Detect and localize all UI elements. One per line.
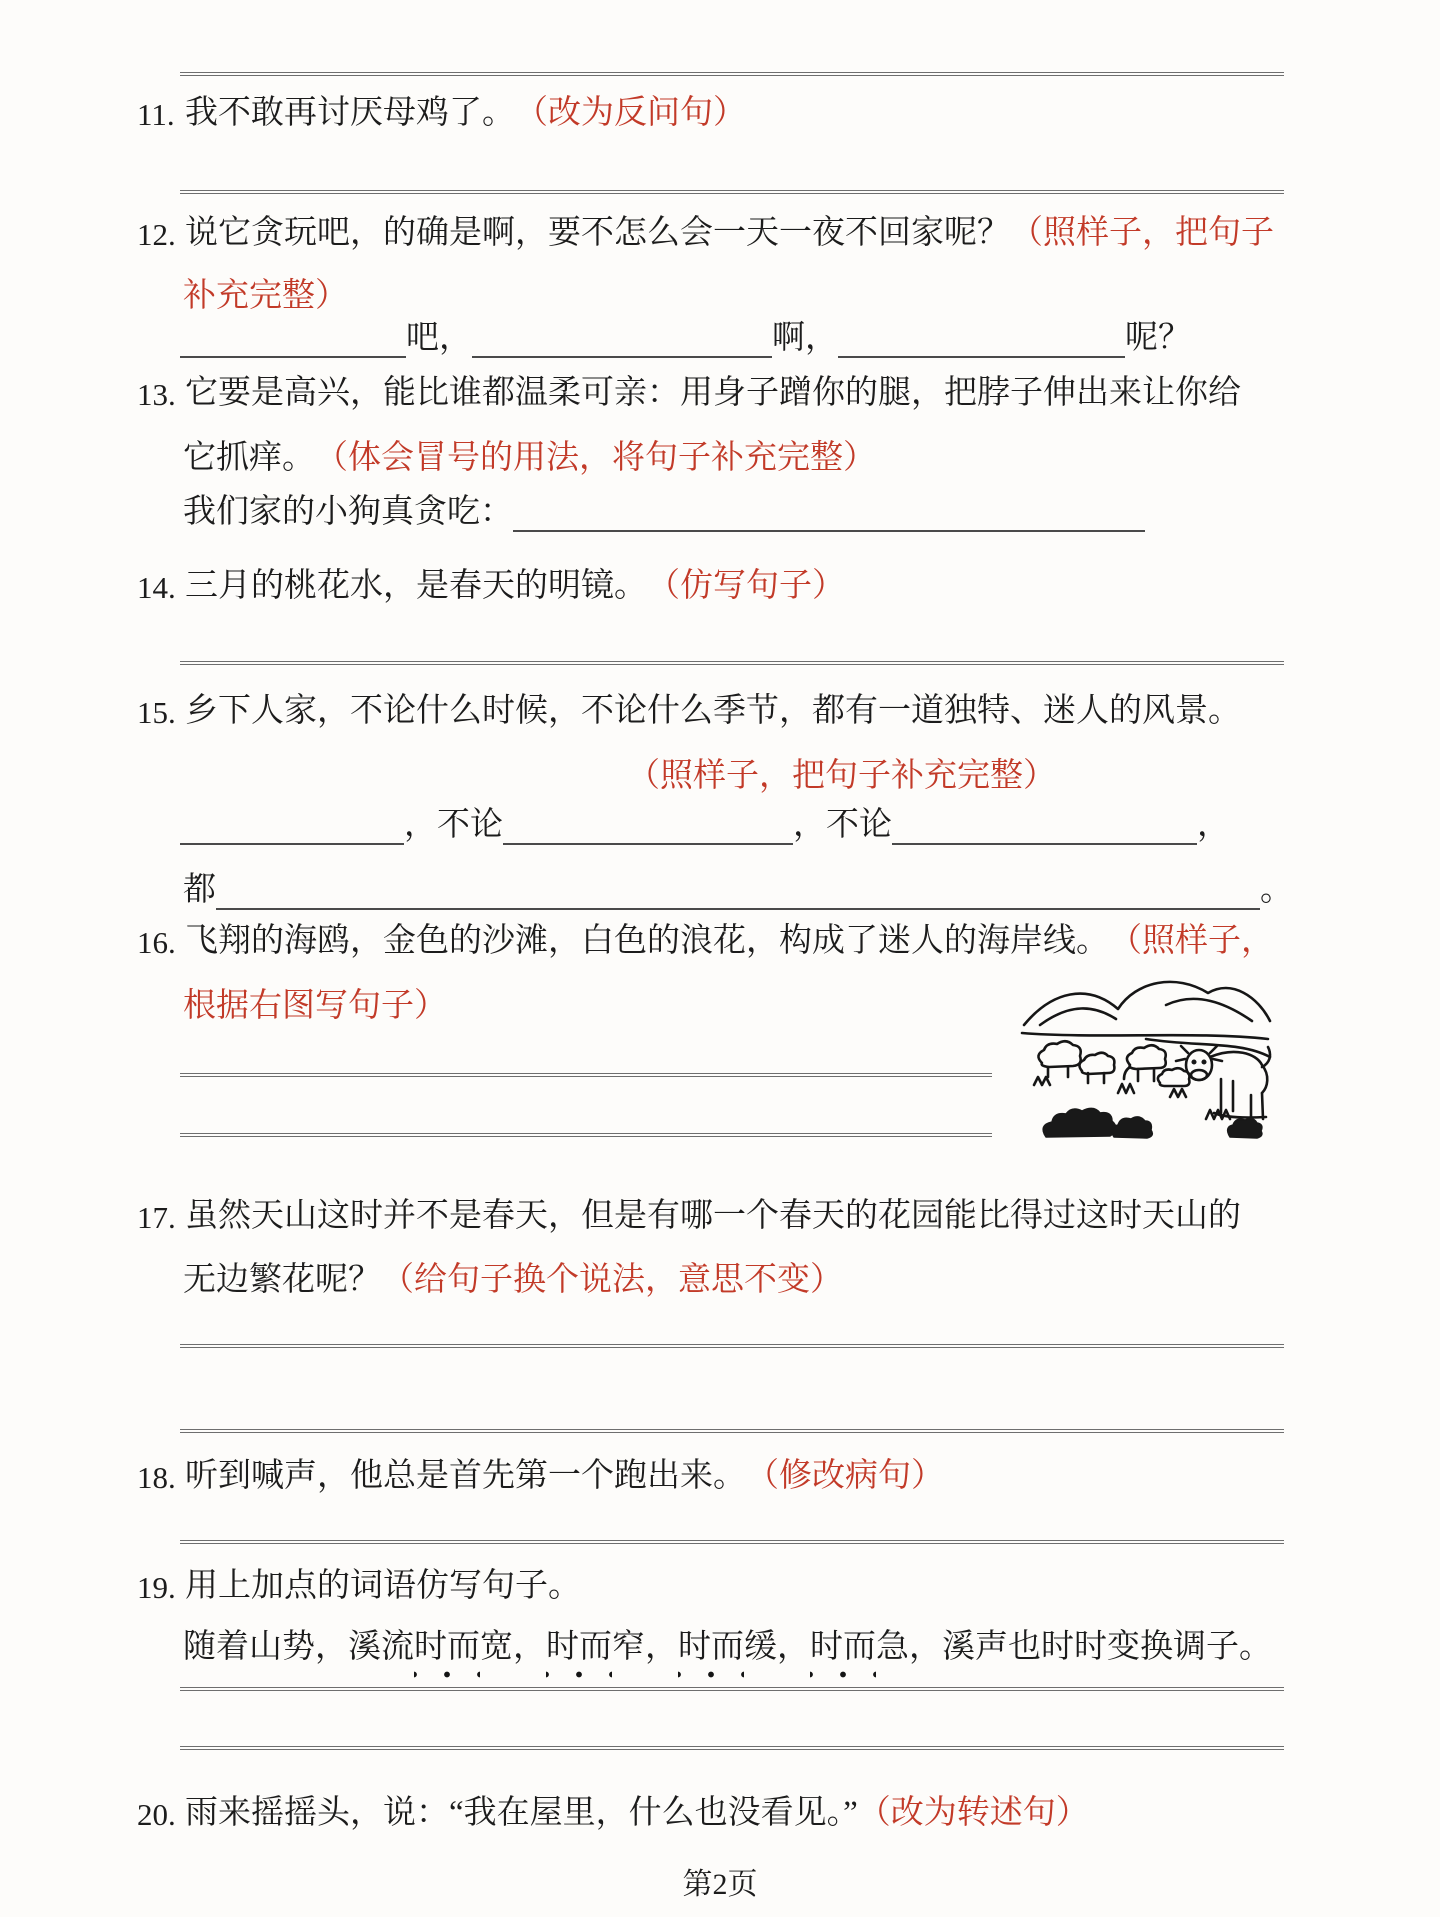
answer-line — [180, 661, 1284, 665]
question-number: 13. — [137, 377, 176, 412]
instruction-text: （给句子换个说法，意思不变） — [381, 1262, 843, 1298]
question-19 — [137, 1559, 581, 1606]
question-text: 它抓痒。 — [183, 440, 315, 476]
question-13 — [137, 366, 1241, 413]
question-text: 雨来摇摇头，说：“我在屋里，什么也没看见。” — [185, 1795, 858, 1831]
answer-line — [180, 72, 1284, 76]
question-text: 说它贪玩吧，的确是啊，要不怎么会一天一夜不回家呢？ — [185, 215, 1010, 251]
instruction-text: （体会冒号的用法，将句子补充完整） — [315, 440, 876, 476]
question-16 — [137, 914, 1274, 961]
instruction-text: 根据右图写句子） — [183, 988, 447, 1024]
pasture-illustration — [1018, 963, 1276, 1145]
example-text: 宽， — [480, 1629, 546, 1665]
fill-word: 都 — [183, 872, 216, 908]
question-15-instruction — [627, 749, 1056, 796]
example-text: 缓， — [744, 1629, 810, 1665]
question-number: 14. — [137, 570, 176, 605]
question-15-fill-line2 — [183, 868, 1293, 910]
question-19-example — [183, 1620, 1272, 1679]
fill-prompt: 我们家的小狗真贪吃： — [183, 494, 513, 530]
instruction-text: （照样子， — [1109, 923, 1274, 959]
answer-line — [180, 1540, 1284, 1544]
fill-word: 啊， — [772, 320, 838, 356]
question-number: 17. — [137, 1200, 176, 1235]
question-text: 我不敢再讨厌母鸡了。 — [185, 95, 515, 131]
question-number: 18. — [137, 1460, 176, 1495]
fill-blank — [838, 346, 1125, 358]
question-12 — [137, 206, 1274, 253]
question-number: 12. — [137, 217, 176, 252]
question-text: 虽然天山这时并不是春天，但是有哪一个春天的花园能比得过这时天山的 — [185, 1198, 1241, 1234]
instruction-text: （改为转述句） — [857, 1795, 1089, 1831]
fill-blank — [513, 520, 1145, 532]
emphasized-word: 时而 — [678, 1620, 744, 1679]
question-20 — [137, 1786, 1089, 1833]
question-number: 19. — [137, 1570, 176, 1605]
question-text: 它要是高兴，能比谁都温柔可亲：用身子蹭你的腿，把脖子伸出来让你给 — [185, 375, 1241, 411]
instruction-text: （改为反问句） — [515, 95, 746, 131]
answer-line — [180, 1687, 1284, 1691]
answer-line — [180, 1746, 1284, 1750]
example-text: 窄， — [612, 1629, 678, 1665]
question-number: 16. — [137, 925, 176, 960]
question-17 — [137, 1189, 1241, 1236]
fill-blank — [180, 833, 404, 845]
question-text: 乡下人家，不论什么时候，不论什么季节，都有一道独特、迷人的风景。 — [185, 693, 1241, 729]
fill-word: 。 — [1260, 872, 1293, 908]
question-text: 听到喊声，他总是首先第一个跑出来。 — [185, 1458, 746, 1494]
question-13-fill-line — [183, 490, 1145, 532]
fill-blank — [216, 898, 1260, 910]
question-13-line2 — [183, 431, 876, 478]
instruction-text: （照样子，把句子 — [1010, 215, 1274, 251]
grass-sketch — [1034, 1077, 1230, 1119]
fill-word: ，不论 — [793, 807, 892, 843]
page-number: 第2页 — [682, 1868, 758, 1901]
question-number: 15. — [137, 695, 176, 730]
example-text: 随着山势，溪流 — [183, 1629, 414, 1665]
fill-word: 呢？ — [1125, 320, 1191, 356]
question-text: 三月的桃花水，是春天的明镜。 — [185, 568, 647, 604]
question-16-instruction-wrap — [183, 979, 447, 1026]
question-12-instruction-wrap — [183, 269, 348, 316]
fill-word: ，不论 — [404, 807, 503, 843]
question-number: 11. — [137, 97, 175, 132]
fill-blank — [503, 833, 793, 845]
emphasized-word: 时而 — [414, 1620, 480, 1679]
answer-line — [180, 1429, 1284, 1433]
instruction-text: 补充完整） — [183, 278, 348, 314]
emphasized-word: 时而 — [810, 1620, 876, 1679]
question-15 — [137, 684, 1241, 731]
emphasized-word: 时而 — [546, 1620, 612, 1679]
instruction-text: （照样子，把句子补充完整） — [627, 758, 1056, 794]
question-14 — [137, 559, 845, 606]
answer-line — [180, 1133, 992, 1137]
page-footer — [0, 1859, 1440, 1903]
fill-blank — [180, 346, 406, 358]
question-11 — [137, 86, 746, 133]
example-text: 急，溪声也时时变换调子。 — [876, 1629, 1272, 1665]
bushes-sketch — [1043, 1108, 1262, 1138]
answer-line — [180, 1073, 992, 1077]
instruction-text: （仿写句子） — [647, 568, 845, 604]
question-12-fill-line — [180, 316, 1191, 358]
question-15-fill-line — [180, 803, 1230, 845]
question-text: 用上加点的词语仿写句子。 — [185, 1568, 581, 1604]
question-text: 飞翔的海鸥，金色的沙滩，白色的浪花，构成了迷人的海岸线。 — [185, 923, 1109, 959]
answer-line — [180, 1344, 1284, 1348]
fill-word: 吧， — [406, 320, 472, 356]
answer-line — [180, 190, 1284, 194]
instruction-text: （修改病句） — [746, 1458, 944, 1494]
sheep-sketch — [1038, 1041, 1189, 1086]
fill-blank — [892, 833, 1197, 845]
question-17-line2 — [183, 1253, 843, 1300]
question-number: 20. — [137, 1797, 176, 1832]
question-text: 无边繁花呢？ — [183, 1262, 381, 1298]
fill-word: ， — [1197, 807, 1230, 843]
fill-blank — [472, 346, 772, 358]
question-18 — [137, 1449, 944, 1496]
